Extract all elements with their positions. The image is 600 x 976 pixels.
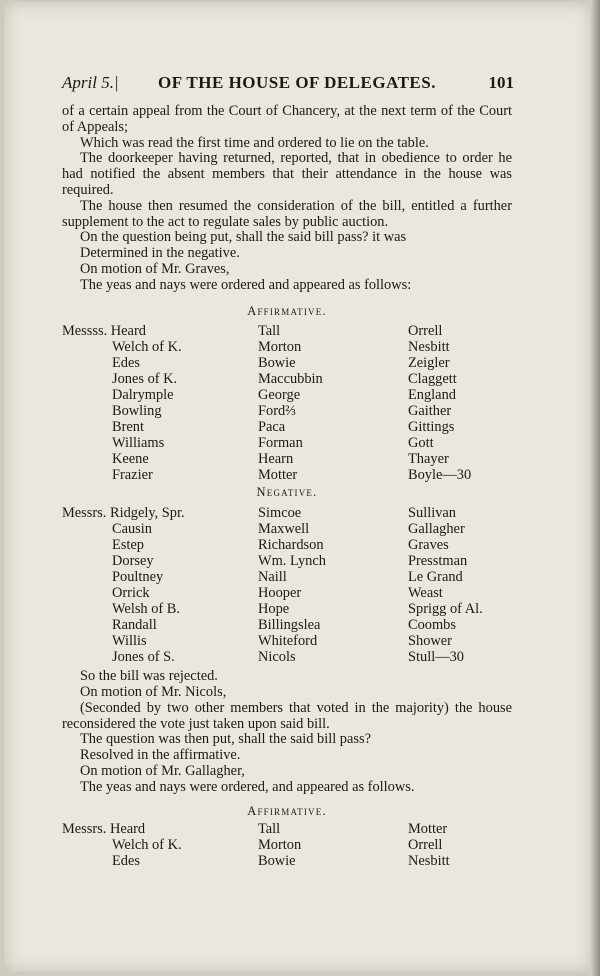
member-name: Poultney: [112, 569, 164, 586]
member-name: Jones of S.: [112, 649, 175, 666]
member-name: Estep: [112, 537, 144, 554]
vote2-affirmative-heading: Affirmative.: [247, 803, 327, 818]
member-name: Bowling: [112, 403, 162, 420]
member-name: Sprigg of Al.: [408, 601, 483, 618]
vote1-affirmative-heading: Affirmative.: [247, 303, 327, 318]
member-name: Hope: [258, 601, 290, 618]
paragraph: Which was read the first time and ordered to lie on the table.: [80, 134, 429, 151]
member-name: Keene: [112, 451, 149, 468]
member-name: Maxwell: [258, 521, 310, 538]
header-date: April 5.|: [62, 73, 119, 92]
member-name: Sullivan: [408, 505, 456, 522]
member-name: Brent: [112, 419, 144, 436]
vote1-negative-heading: Negative.: [256, 485, 318, 500]
member-name: Messrs. Ridgely, Spr.: [62, 505, 185, 522]
member-name: Messss. Heard: [62, 323, 146, 340]
member-name: Welch of K.: [112, 837, 182, 854]
member-name: Whiteford: [258, 633, 318, 650]
member-name: Dorsey: [112, 553, 154, 570]
member-name: Paca: [258, 419, 286, 436]
member-name: Weast: [408, 585, 443, 602]
member-name: Gaither: [408, 403, 452, 420]
member-name: England: [408, 387, 456, 404]
member-name: Zeigler: [408, 355, 450, 372]
paragraph: The yeas and nays were ordered and appeared as follows:: [80, 276, 412, 293]
member-name: Tall: [258, 323, 281, 340]
header-title: OF THE HOUSE OF DELEGATES.: [158, 73, 436, 92]
member-name: Welch of K.: [112, 339, 182, 356]
member-name: Orrell: [408, 323, 443, 340]
member-name: Orrick: [112, 585, 150, 602]
page-edge: [590, 0, 600, 976]
paragraph: Resolved in the affirmative.: [80, 747, 241, 764]
member-name: Morton: [258, 837, 302, 854]
member-name: Gallagher: [408, 521, 465, 538]
paragraphs-middle: [62, 669, 512, 795]
member-name: Coombs: [408, 617, 456, 634]
member-name: Stull—30: [408, 649, 464, 666]
paragraph: So the bill was rejected.: [80, 668, 218, 685]
page-body: [62, 104, 512, 869]
member-name: Claggett: [408, 371, 457, 388]
member-name: Wm. Lynch: [258, 553, 326, 570]
member-name: Hooper: [258, 585, 302, 602]
paragraph: On motion of Mr. Graves,: [80, 260, 230, 277]
paragraph: The house then resumed the consideration of the bill, entitled a further supplement to the act to regulate sales by public auction.: [62, 197, 512, 230]
member-name: Causin: [112, 521, 152, 538]
member-name: Maccubbin: [258, 371, 323, 388]
member-name: Shower: [408, 633, 452, 650]
vote2-affirmative-table: [62, 821, 512, 869]
member-name: Ford⅔: [258, 403, 296, 420]
paragraph: Determined in the negative.: [80, 245, 240, 262]
member-name: Orrell: [408, 837, 443, 854]
paragraphs-top: [62, 104, 512, 294]
member-name: George: [258, 387, 301, 404]
member-name: Tall: [258, 821, 281, 838]
member-name: Welsh of B.: [112, 601, 180, 618]
member-name: Bowie: [258, 853, 296, 870]
member-name: Graves: [408, 537, 449, 554]
paragraph: On motion of Mr. Gallagher,: [80, 762, 245, 779]
member-name: Edes: [112, 355, 140, 372]
member-name: Dalrymple: [112, 387, 174, 404]
member-name: Naill: [258, 569, 287, 586]
member-name: Le Grand: [408, 569, 463, 586]
paragraph: (Seconded by two other members that voted in the majority) the house reconsidered the vote just taken upon said bill.: [62, 699, 512, 732]
member-name: Frazier: [112, 467, 153, 484]
member-name: Edes: [112, 853, 140, 870]
member-name: Simcoe: [258, 505, 302, 522]
member-name: Morton: [258, 339, 302, 356]
paragraph: The yeas and nays were ordered, and appeared as follows.: [80, 778, 415, 795]
paragraph: of a certain appeal from the Court of Chancery, at the next term of the Court of Appeals;: [62, 103, 512, 135]
member-name: Forman: [258, 435, 303, 452]
member-name: Nesbitt: [408, 853, 450, 870]
member-name: Thayer: [408, 451, 449, 468]
member-name: Billingslea: [258, 617, 321, 634]
member-name: Randall: [112, 617, 157, 634]
member-name: Hearn: [258, 451, 294, 468]
member-name: Gott: [408, 435, 434, 452]
member-name: Bowie: [258, 355, 296, 372]
member-name: Jones of K.: [112, 371, 178, 388]
paragraph: On motion of Mr. Nicols,: [80, 683, 227, 700]
member-name: Boyle—30: [408, 467, 472, 484]
member-name: Presstman: [408, 553, 468, 570]
member-name: Gittings: [408, 419, 455, 436]
page-number: 101: [488, 73, 514, 92]
member-name: Motter: [258, 467, 298, 484]
paragraph: On the question being put, shall the said bill pass? it was: [80, 229, 407, 246]
paragraph: The doorkeeper having returned, reported, that in obedience to order he had notified the absent members that their attendance in the house was required.: [62, 150, 512, 198]
member-name: Nicols: [258, 649, 296, 666]
member-name: Messrs. Heard: [62, 821, 146, 838]
vote1-negative-table: [62, 505, 512, 665]
member-name: Motter: [408, 821, 448, 838]
vote1-affirmative-table: [62, 323, 512, 483]
member-name: Richardson: [258, 537, 324, 554]
member-name: Willis: [112, 633, 147, 650]
member-name: Williams: [112, 435, 165, 452]
paragraph: The question was then put, shall the said bill pass?: [80, 731, 371, 748]
member-name: Nesbitt: [408, 339, 450, 356]
